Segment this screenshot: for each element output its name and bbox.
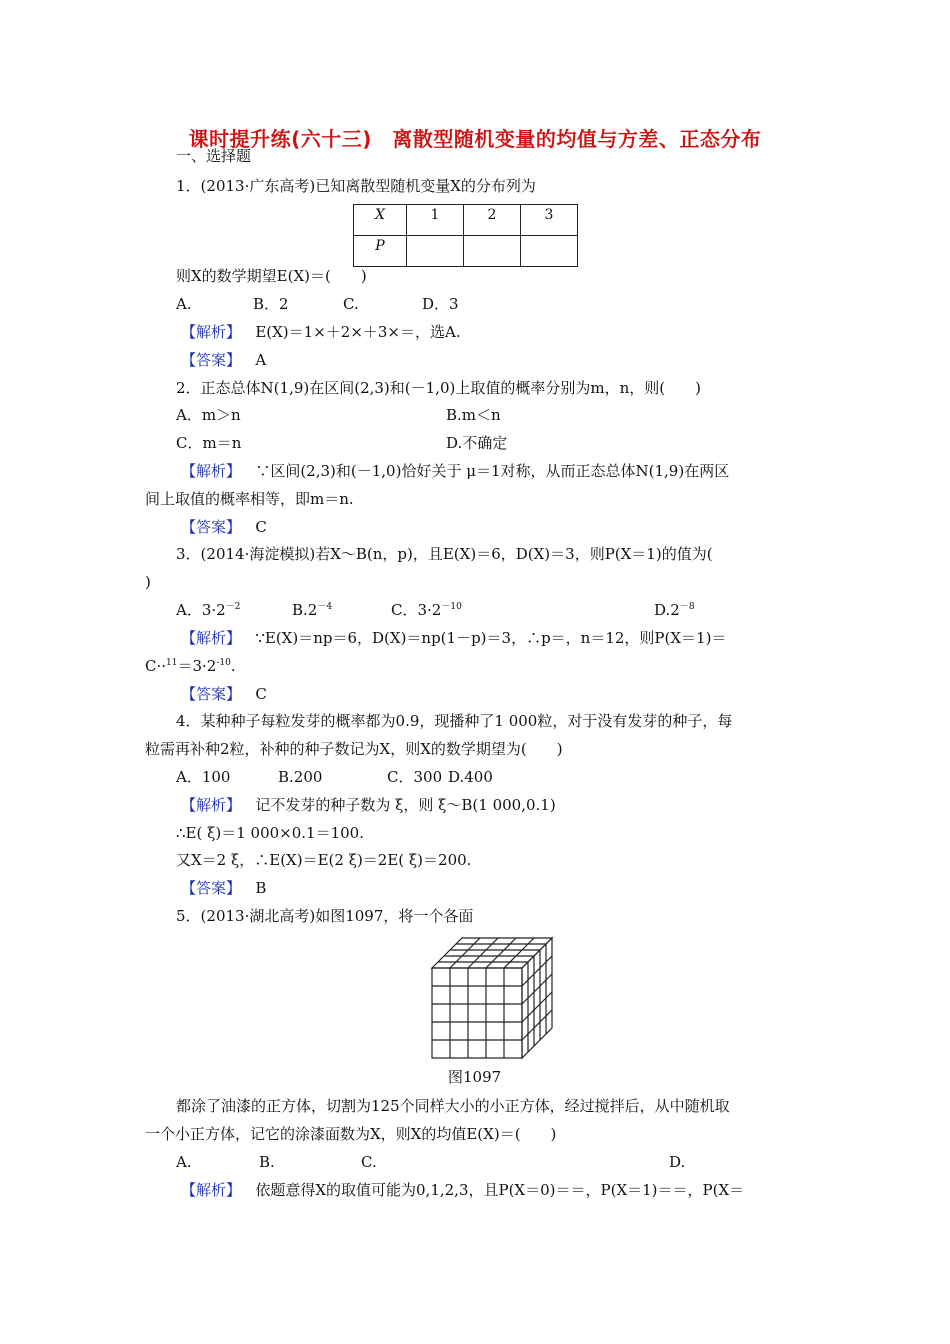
q3-option-a <box>176 600 240 620</box>
analysis-exponent: -10 <box>216 658 231 668</box>
page-title: 课时提升练(六十三) 离散型随机变量的均值与方差、正态分布 <box>188 127 762 151</box>
analysis-label: 【解析】 <box>181 796 242 814</box>
distribution-table <box>353 204 578 267</box>
analysis-text: . <box>230 657 236 675</box>
analysis-text: C· <box>145 657 162 675</box>
analysis-text: E(X)＝1×＋2×＋3×＝，选A. <box>255 323 461 341</box>
table-row <box>354 236 578 267</box>
option-exponent: －10 <box>441 602 462 612</box>
q1-analysis <box>181 322 461 342</box>
analysis-text: 记不发芽的种子数为 ξ，则 ξ～B(1 000,0.1) <box>255 796 556 814</box>
q5-option-d: D. <box>669 1153 686 1171</box>
q4-option-b: B.200 <box>278 768 323 786</box>
q5-option-b: B. <box>259 1153 275 1171</box>
table-cell: 1 <box>407 205 464 236</box>
q2-stem: 2．正态总体N(1,9)在区间(2,3)和(－1,0)上取值的概率分别为m，n，则( ) <box>176 379 701 397</box>
q1-option-c: C. <box>343 295 359 313</box>
answer-text: C <box>255 518 267 536</box>
section-heading: 一、选择题 <box>176 147 252 165</box>
q1-option-b: B．2 <box>253 295 289 313</box>
table-cell: 2 <box>464 205 521 236</box>
analysis-label: 【解析】 <box>181 323 242 341</box>
table-header-x: X <box>354 205 407 236</box>
q3-answer <box>181 684 267 704</box>
q5-option-c: C. <box>361 1153 377 1171</box>
q1-question: 则X的数学期望E(X)＝( ) <box>176 267 367 285</box>
q5-analysis <box>181 1180 744 1200</box>
q5-stem-line3: 一个小正方体，记它的涂漆面数为X，则X的均值E(X)＝( ) <box>145 1125 557 1143</box>
q4-stem: 4．某种种子每粒发芽的概率都为0.9，现播种了1 000粒，对于没有发芽的种子，每 <box>176 712 733 730</box>
table-cell <box>521 236 578 267</box>
option-text: B.2 <box>292 601 318 619</box>
table-cell <box>407 236 464 267</box>
q2-answer <box>181 517 267 537</box>
q2-option-b: B.m＜n <box>446 406 501 424</box>
answer-text: A <box>255 351 267 369</box>
q5-stem: 5．(2013·湖北高考)如图1097，将一个各面 <box>176 907 474 925</box>
q4-analysis-line2: ∴E( ξ)＝1 000×0.1＝100. <box>176 824 364 842</box>
q2-option-d: D.不确定 <box>446 434 508 452</box>
analysis-text: ∵区间(2,3)和(－1,0)恰好关于 μ＝1对称，从而正态总体N(1,9)在两区 <box>255 462 730 480</box>
analysis-text: ∵E(X)＝np＝6，D(X)＝np(1－p)＝3，∴p＝，n＝12，则P(X＝1)＝ <box>255 629 727 647</box>
q3-option-c <box>391 600 462 620</box>
answer-label: 【答案】 <box>181 351 242 369</box>
q3-stem: 3．(2014·海淀模拟)若X～B(n，p)，且E(X)＝6，D(X)＝3，则P(X＝1)的值为( <box>176 545 713 563</box>
answer-text: C <box>255 685 267 703</box>
q4-option-a: A．100 <box>176 768 231 786</box>
q5-stem-line2: 都涂了油漆的正方体，切割为125个同样大小的小正方体，经过搅拌后，从中随机取 <box>176 1097 730 1115</box>
answer-label: 【答案】 <box>181 879 242 897</box>
q5-option-a: A. <box>176 1153 192 1171</box>
analysis-text: 依题意得X的取值可能为0,1,2,3，且P(X＝0)＝＝，P(X＝1)＝＝，P(X＝ <box>255 1181 745 1199</box>
cube-figure <box>430 936 556 1060</box>
q1-option-a: A. <box>176 295 192 313</box>
option-text: A．3·2 <box>176 601 226 619</box>
figure-caption: 图1097 <box>448 1068 502 1086</box>
analysis-text: ＝3·2 <box>177 657 217 675</box>
analysis-text: · <box>161 657 167 675</box>
option-text: D.2 <box>654 601 680 619</box>
q1-option-d: D．3 <box>422 295 459 313</box>
analysis-exponent: 11 <box>166 658 178 668</box>
q4-stem-cont: 粒需再补种2粒，补种的种子数记为X，则X的数学期望为( ) <box>145 740 563 758</box>
q2-analysis-cont: 间上取值的概率相等，即m＝n. <box>145 490 354 508</box>
q4-answer <box>181 878 266 898</box>
q2-option-a: A．m＞n <box>176 406 241 424</box>
analysis-label: 【解析】 <box>181 462 242 480</box>
q4-analysis-line3: 又X＝2 ξ，∴E(X)＝E(2 ξ)＝2E( ξ)＝200. <box>176 851 472 869</box>
answer-text: B <box>255 879 267 897</box>
option-exponent: －8 <box>679 602 695 612</box>
table-cell: 3 <box>521 205 578 236</box>
analysis-label: 【解析】 <box>181 1181 242 1199</box>
q4-option-c: C．300 <box>387 768 443 786</box>
q3-option-b <box>292 600 332 620</box>
option-exponent: －4 <box>317 602 333 612</box>
answer-label: 【答案】 <box>181 685 242 703</box>
table-row <box>354 205 578 236</box>
q2-analysis <box>181 461 729 481</box>
q3-analysis-cont <box>145 656 236 676</box>
q4-analysis <box>181 795 556 815</box>
q3-option-d <box>654 600 695 620</box>
table-cell <box>464 236 521 267</box>
q3-stem-cont: ) <box>145 573 151 591</box>
option-exponent: －2 <box>225 602 241 612</box>
table-header-p: P <box>354 236 407 267</box>
analysis-label: 【解析】 <box>181 629 242 647</box>
q3-analysis <box>181 628 726 648</box>
q1-stem: 1．(2013·广东高考)已知离散型随机变量X的分布列为 <box>176 177 536 195</box>
answer-label: 【答案】 <box>181 518 242 536</box>
option-text: C．3·2 <box>391 601 442 619</box>
q1-answer <box>181 350 266 370</box>
q2-option-c: C．m＝n <box>176 434 242 452</box>
q4-option-d: D.400 <box>448 768 493 786</box>
